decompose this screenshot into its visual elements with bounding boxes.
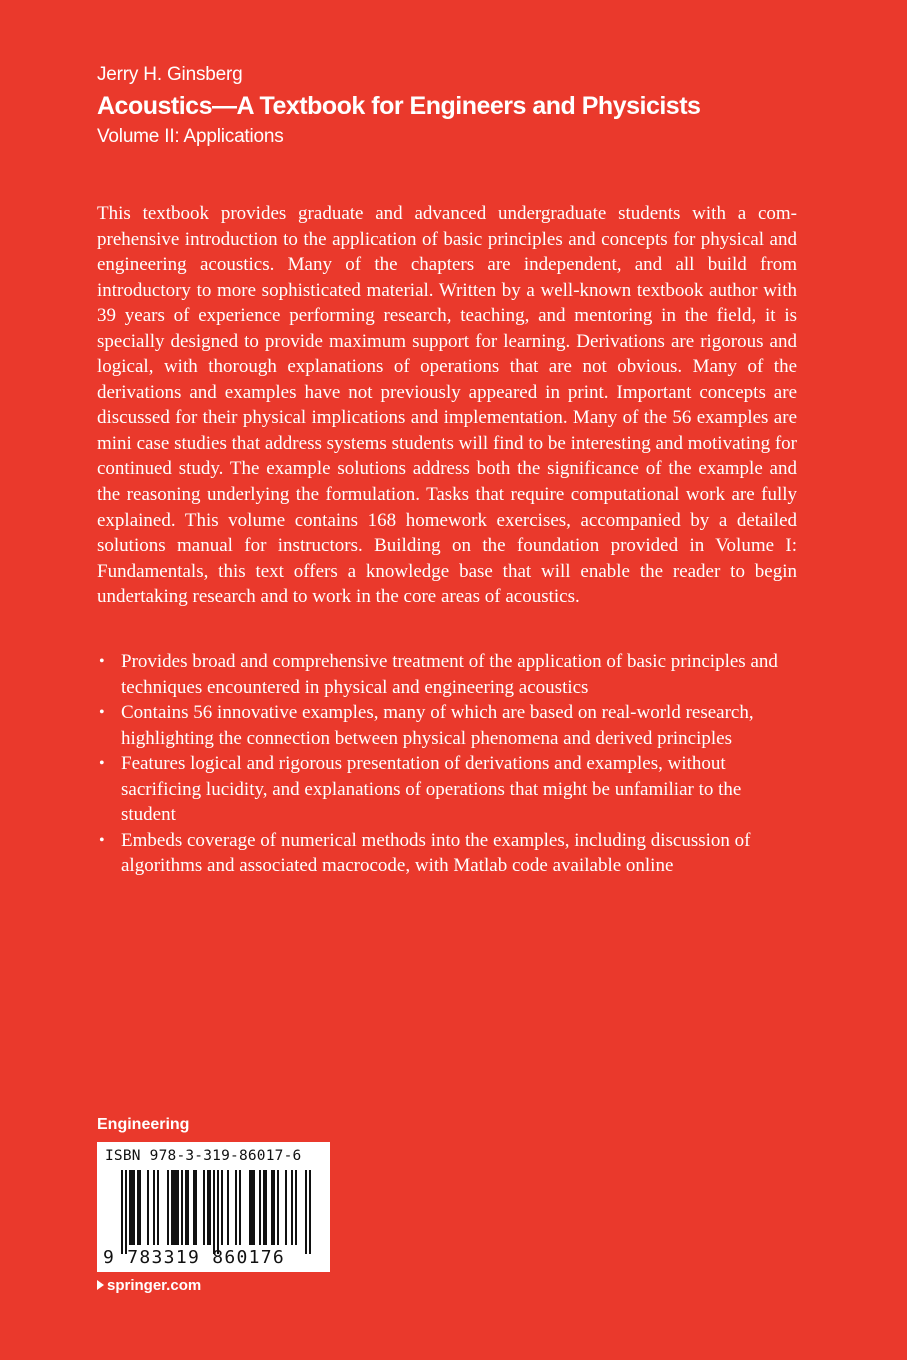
- barcode-bar: [259, 1170, 261, 1245]
- subject-category: Engineering: [97, 1116, 190, 1133]
- barcode-bar: [203, 1170, 205, 1245]
- barcode-bar: [181, 1170, 183, 1245]
- publisher-url: springer.com: [107, 1277, 202, 1294]
- barcode-bar: [309, 1170, 311, 1254]
- barcode-bar: [133, 1170, 135, 1245]
- isbn-label: ISBN 978-3-319-86017-6: [105, 1148, 302, 1164]
- feature-text: Contains 56 innovative examples, many of which are based on real-world research, highlighting the connection between physical phenomena and derived principles: [121, 702, 754, 749]
- barcode-bar: [249, 1170, 251, 1245]
- barcode-bar: [171, 1170, 173, 1245]
- barcode-digits: 9 783319 860176: [103, 1247, 286, 1268]
- barcode-bar: [265, 1170, 267, 1245]
- barcode-bar: [273, 1170, 275, 1245]
- barcode-bar: [217, 1170, 219, 1254]
- feature-list: [97, 649, 797, 879]
- barcode-bar: [195, 1170, 197, 1245]
- bullet-icon: •: [99, 831, 105, 849]
- barcode-bar: [213, 1170, 215, 1254]
- bullet-icon: •: [99, 704, 105, 721]
- author-name: Jerry H. Ginsberg: [97, 64, 243, 85]
- barcode-bar: [185, 1170, 187, 1245]
- cover-header: [97, 62, 817, 150]
- barcode-bar: [121, 1170, 123, 1254]
- book-title: Acoustics—A Textbook for Engineers and Physicists: [97, 92, 701, 120]
- barcode-bar: [153, 1170, 155, 1245]
- barcode-bar: [125, 1170, 127, 1254]
- isbn-barcode: [97, 1142, 330, 1272]
- feature-text: Features logical and rigorous presentation of derivations and examples, without sacrificing lucidity, and explanations of operations that might be unfamiliar to the student: [121, 753, 742, 825]
- feature-item: [97, 751, 797, 828]
- arrow-right-icon: [97, 1280, 104, 1290]
- barcode-bar: [253, 1170, 255, 1245]
- barcode-bar: [131, 1170, 133, 1245]
- barcode-bar: [305, 1170, 307, 1254]
- barcode-bar: [263, 1170, 265, 1245]
- feature-text: Provides broad and comprehensive treatment of the application of basic principles and techniques encountered in physical and engineering acoustics: [121, 651, 778, 698]
- feature-text: Embeds coverage of numerical methods into the examples, including discussion of algorithms and associated macrocode, with Matlab code available online: [121, 829, 751, 876]
- barcode-bar: [251, 1170, 253, 1245]
- barcode-bar: [207, 1170, 209, 1245]
- barcode-bar: [291, 1170, 293, 1245]
- barcode-bar: [239, 1170, 241, 1245]
- barcode-bar: [227, 1170, 229, 1245]
- barcode-bar: [173, 1170, 175, 1245]
- barcode-bar: [235, 1170, 237, 1245]
- barcode-bar: [167, 1170, 169, 1245]
- book-description: This textbook provides graduate and advanced undergraduate students with a comprehensive introduction to the application of basic principles and concepts for physical and engineering acoustics. Many of the chapters are independent, and all build from introductory to more sophisticated material. Written by a well-known textbook author with 39 years of experience performing research, teaching, and mentoring in the field, it is specially designed to provide maximum support for learning. Derivations are rigorous and logical, with thorough explanations of operations that are not obvious. Many of the derivations and examples have not previously appeared in print. Important concepts are discussed for their physical implications and implementation. Many of the 56 examples are mini case studies that address systems students will find to be interesting and motivating for continued study. The example solutions address both the significance of the example and the reasoning underlying the formulation. Tasks that require computational work are fully explained. This volume contains 168 homework exercises, accompanied by a detailed solutions manual for instructors. Building on the foundation provided in Volume I: Fundamentals, this text offers a knowledge base that will enable the reader to begin undertaking research and to work in the core areas of acoustics.: [97, 203, 797, 608]
- barcode-bar: [193, 1170, 195, 1245]
- barcode-bar: [139, 1170, 141, 1245]
- barcode-bar: [187, 1170, 189, 1245]
- barcode-bar: [137, 1170, 139, 1245]
- bullet-icon: •: [99, 653, 105, 670]
- barcode-bar: [285, 1170, 287, 1245]
- barcode-bar: [209, 1170, 211, 1245]
- barcode-bar: [175, 1170, 177, 1245]
- barcode-bar: [157, 1170, 159, 1245]
- feature-item: [97, 828, 797, 879]
- bullet-icon: •: [99, 755, 105, 772]
- barcode-bar: [177, 1170, 179, 1245]
- feature-item: [97, 649, 797, 700]
- barcode-bar: [295, 1170, 297, 1245]
- book-subtitle: Volume II: Applications: [97, 126, 284, 147]
- barcode-bar: [129, 1170, 131, 1245]
- barcode-bar: [277, 1170, 279, 1245]
- barcode-bar: [147, 1170, 149, 1245]
- feature-item: [97, 700, 797, 751]
- barcode-bar: [271, 1170, 273, 1245]
- publisher-link[interactable]: [97, 1275, 201, 1297]
- barcode-bar: [221, 1170, 223, 1245]
